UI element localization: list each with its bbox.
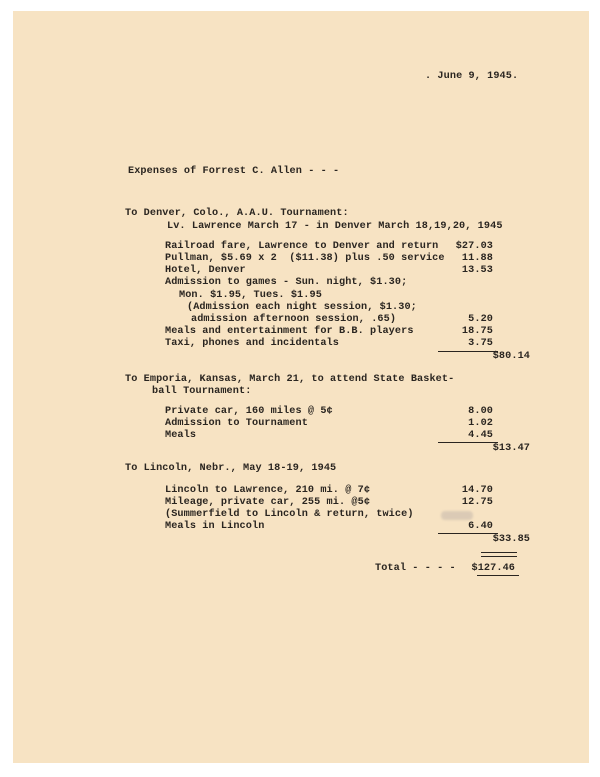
total-double-rule [481, 552, 517, 557]
section-subtitle-denver: Lv. Lawrence March 17 - in Denver March 18,19,20, 1945 [167, 221, 503, 232]
expense-desc: Meals in Lincoln [165, 521, 265, 532]
section-title-lincoln: To Lincoln, Nebr., May 18-19, 1945 [125, 463, 337, 474]
expense-desc: Hotel, Denver [165, 265, 246, 276]
section-title-emporia: To Emporia, Kansas, March 21, to attend State Basket- [125, 374, 455, 385]
expense-desc: Mon. $1.95, Tues. $1.95 [179, 290, 322, 301]
section-title-denver: To Denver, Colo., A.A.U. Tournament: [125, 208, 349, 219]
expense-desc: Admission to games - Sun. night, $1.30; [165, 277, 408, 288]
expense-amount: 11.88 [461, 253, 493, 264]
expense-desc: (Admission each night session, $1.30; [187, 302, 417, 313]
expense-amount: 4.45 [468, 430, 493, 441]
letter-page [13, 11, 589, 763]
expense-amount: 5.20 [468, 314, 493, 325]
expense-amount: 8.00 [468, 406, 493, 417]
document-date: . June 9, 1945. [425, 71, 519, 82]
expense-desc: admission afternoon session, .65) [191, 314, 397, 325]
subtotal-amount: $33.85 [492, 534, 530, 545]
expense-desc: Railroad fare, Lawrence to Denver and return [165, 241, 439, 252]
total-label: Total - - - - [375, 563, 456, 574]
expense-amount: 18.75 [461, 326, 493, 337]
expense-desc: Taxi, phones and incidentals [165, 338, 339, 349]
section-title-emporia-cont: ball Tournament: [152, 386, 252, 397]
expense-amount: 14.70 [461, 485, 493, 496]
expense-amount: 13.53 [461, 265, 493, 276]
expense-amount: 1.02 [468, 418, 493, 429]
total-underline [477, 575, 519, 576]
expense-desc: Pullman, $5.69 x 2 ($11.38) plus .50 service [165, 253, 445, 264]
expense-desc: Private car, 160 miles @ 5¢ [165, 406, 333, 417]
expense-desc: Meals [165, 430, 197, 441]
expense-amount: 6.40 [468, 521, 493, 532]
subtotal-amount: $80.14 [492, 351, 530, 362]
expense-desc: Meals and entertainment for B.B. players [165, 326, 414, 337]
ink-smudge [441, 511, 473, 520]
expense-amount: 3.75 [468, 338, 493, 349]
expense-desc: (Summerfield to Lincoln & return, twice) [165, 509, 414, 520]
subtotal-amount: $13.47 [492, 443, 530, 454]
expense-desc: Lincoln to Lawrence, 210 mi. @ 7¢ [165, 485, 371, 496]
expense-amount: 12.75 [461, 497, 493, 508]
expense-amount: $27.03 [455, 241, 493, 252]
expenses-heading: Expenses of Forrest C. Allen - - - [128, 166, 340, 177]
grand-total: $127.46 [471, 563, 515, 574]
expense-desc: Mileage, private car, 255 mi. @5¢ [165, 497, 371, 508]
expense-desc: Admission to Tournament [165, 418, 308, 429]
